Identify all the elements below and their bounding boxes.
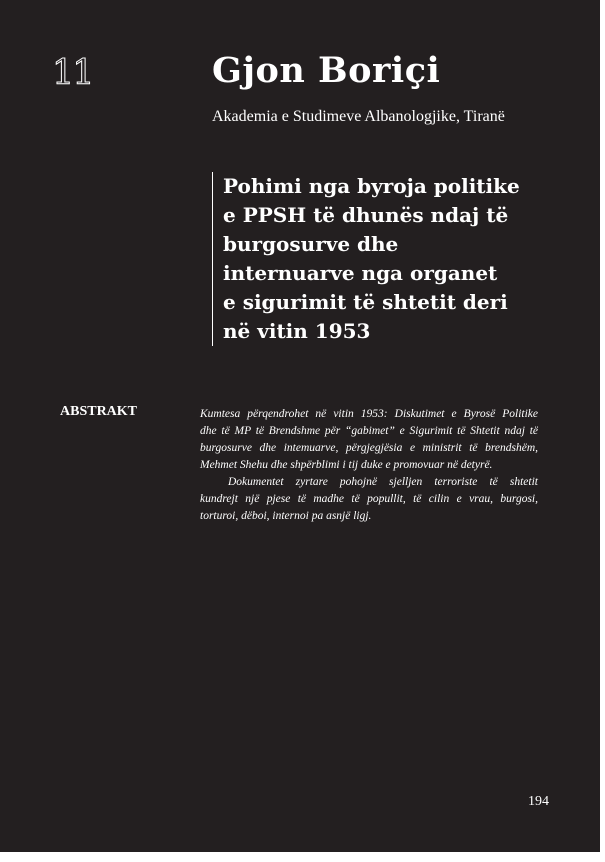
abstract-line: burgosurve dhe intemuarve, përgjegjësia e ministrit të brendshëm, — [200, 442, 538, 454]
abstract-label: ABSTRAKT — [60, 404, 138, 419]
title-line: në vitin 1953 — [223, 319, 371, 343]
title-line: e sigurimit të shtetit deri — [223, 290, 508, 314]
title-line: Pohimi nga byroja politike — [223, 174, 520, 198]
abstract-line: Mehmet Shehu dhe shpërblimi i tij duke e promovuar në detyrë. — [200, 459, 493, 471]
abstract-text — [200, 406, 538, 525]
title-line: burgosurve dhe — [223, 232, 399, 256]
title-line: internuarve nga organet — [223, 261, 498, 285]
author-name: Gjon Boriçi — [212, 50, 441, 91]
abstract-line: torturoi, dëboi, internoi pa asnjë ligj. — [200, 510, 372, 522]
abstract-line: Kumtesa përqendrohet në vitin 1953: Diskutimet e Byrosë Politike — [200, 408, 538, 420]
abstract-line: kundrejt një pjese të madhe të popullit, të cilin e vrau, burgosi, — [200, 493, 538, 505]
chapter-title — [212, 172, 583, 346]
abstract-line: dhe të MP të Brendshme për “gabimet” e Sigurimit të Shtetit ndaj të — [200, 425, 538, 437]
page-number: 194 — [528, 794, 549, 809]
abstract-line: Dokumentet zyrtare pohojnë sjelljen terroriste të shtetit — [228, 476, 538, 488]
chapter-number: 11 — [52, 53, 93, 93]
author-affiliation: Akademia e Studimeve Albanologjike, Tiranë — [212, 108, 505, 125]
title-line: e PPSH të dhunës ndaj të — [223, 203, 509, 227]
